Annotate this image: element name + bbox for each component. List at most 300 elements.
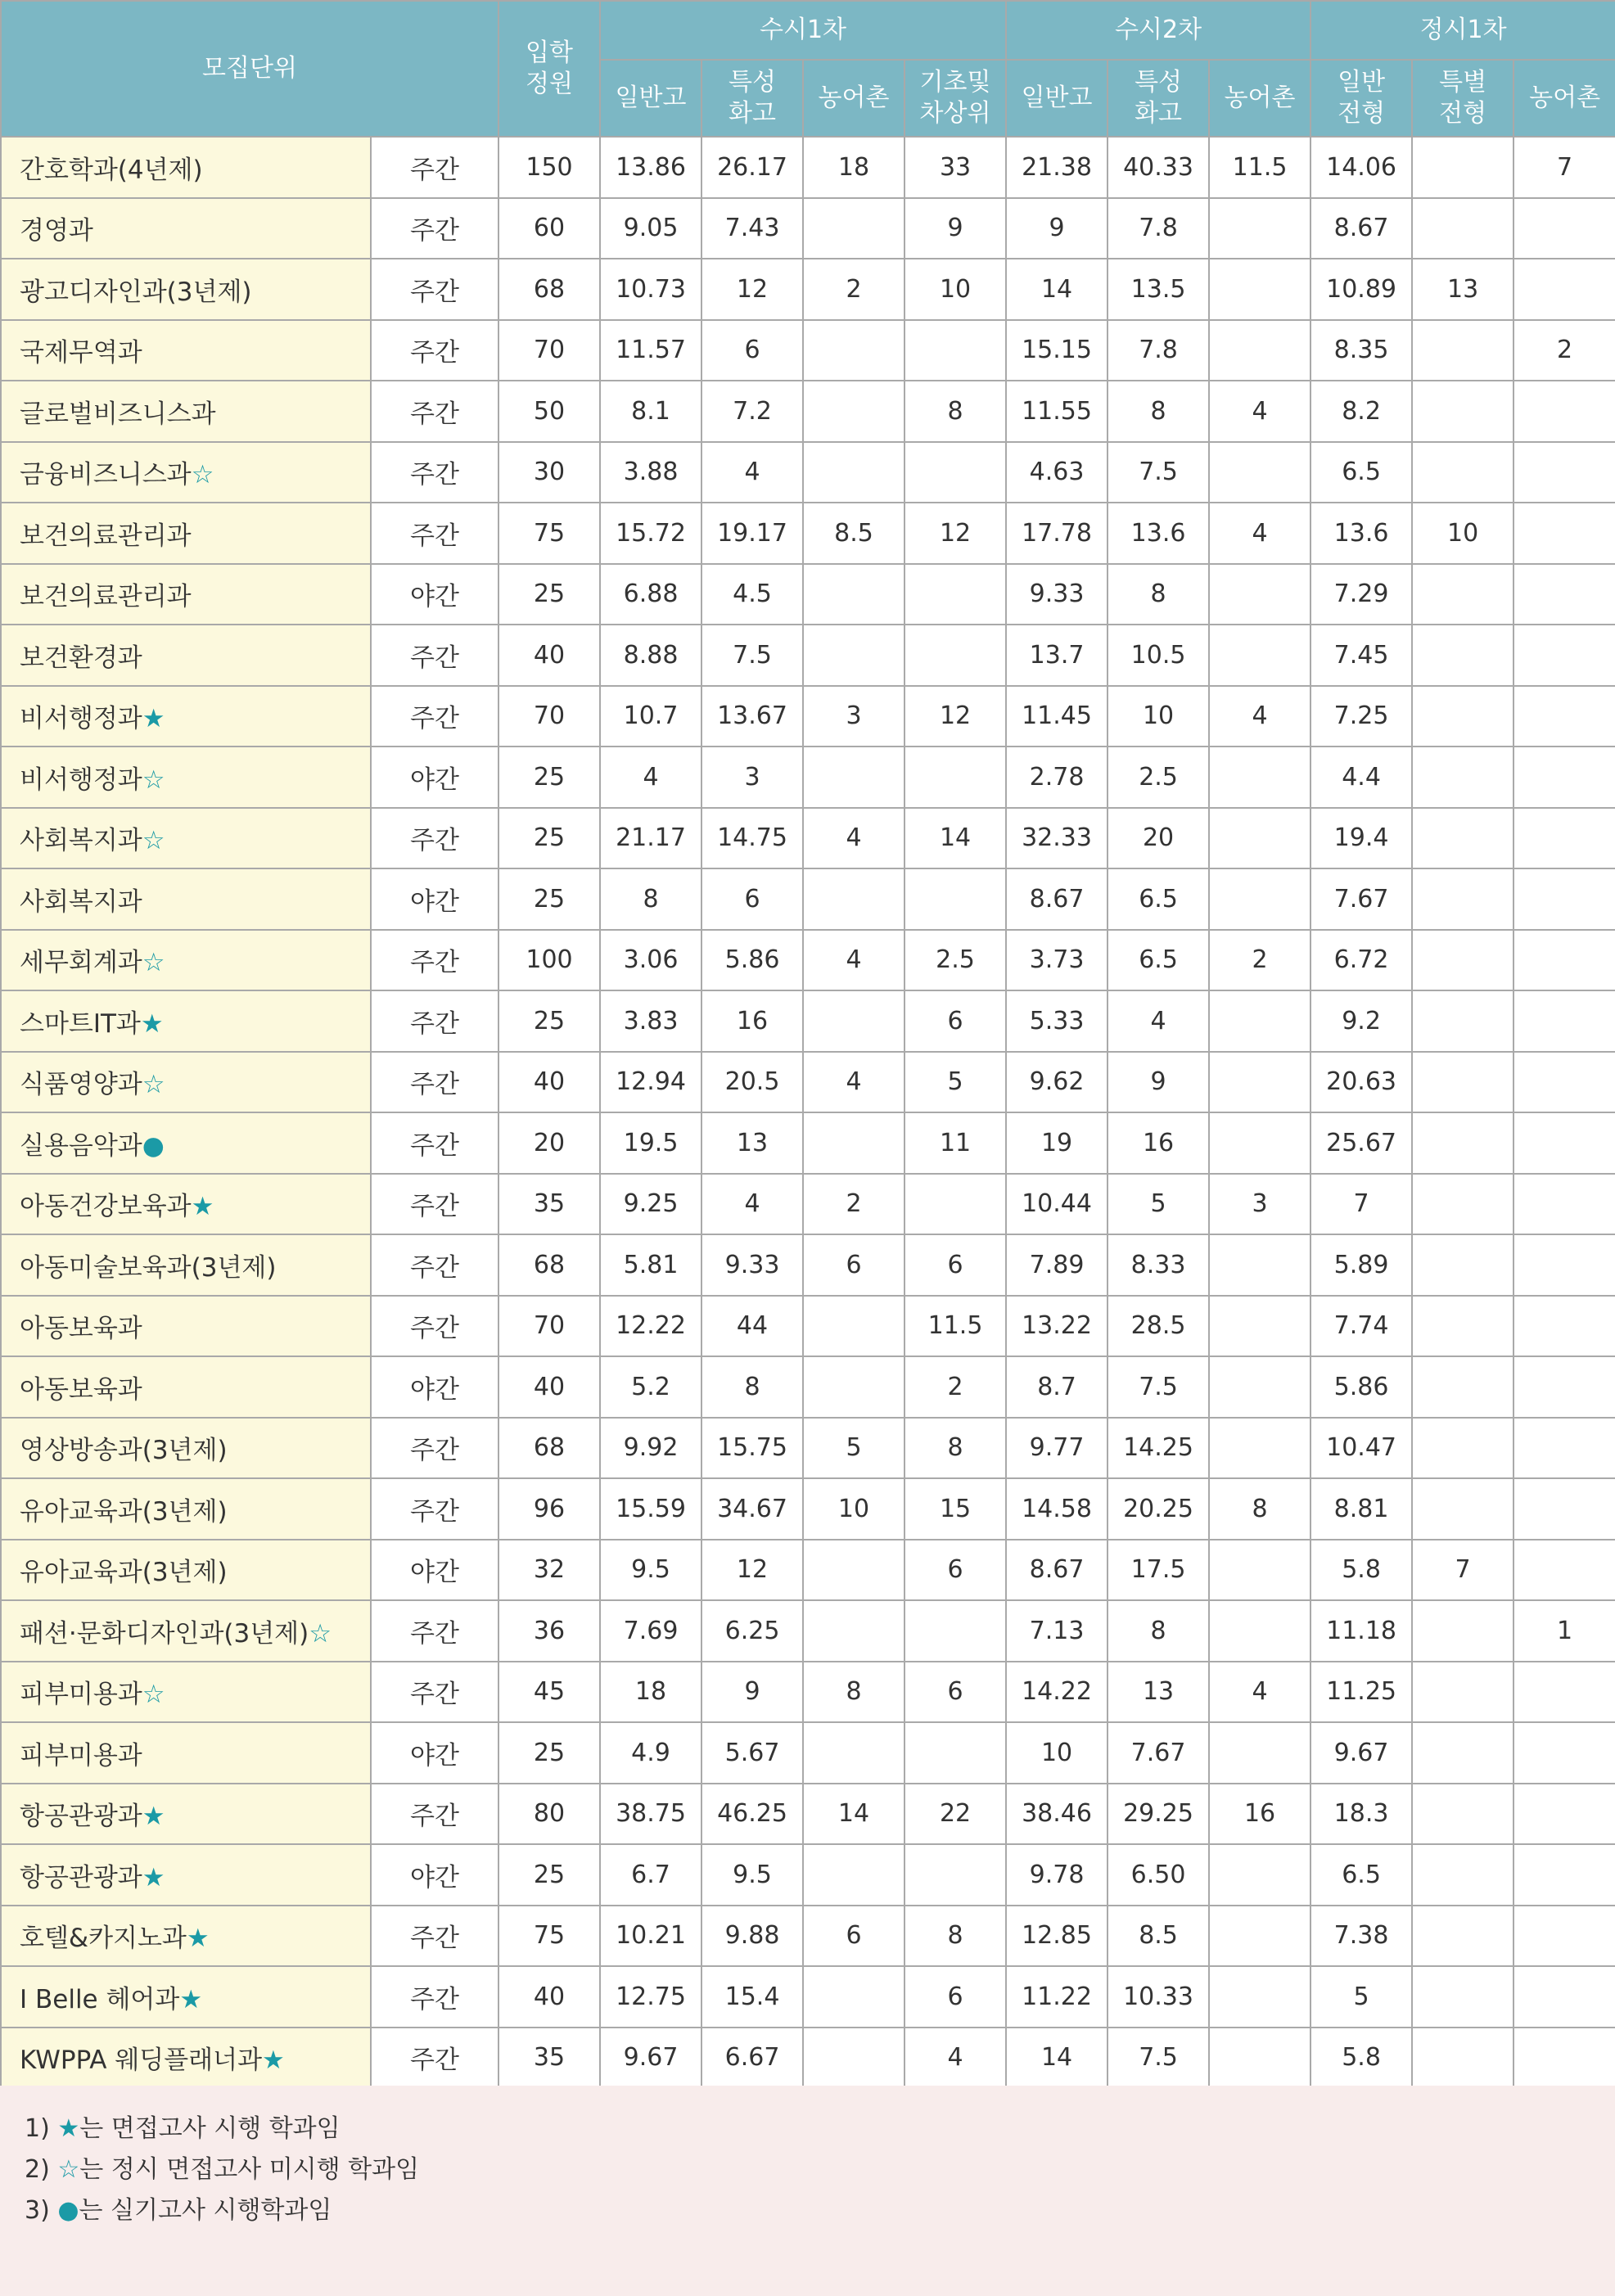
ratio-cell: 6 xyxy=(701,868,803,930)
ratio-cell: 5.67 xyxy=(701,1722,803,1784)
ratio-cell xyxy=(1513,1174,1615,1235)
recruit-unit-name: 피부미용과 xyxy=(20,1680,142,1710)
table-row xyxy=(1,442,1615,503)
recruit-unit-name: 식품영양과 xyxy=(20,1070,142,1100)
ratio-cell xyxy=(1209,1296,1310,1357)
quota-cell: 50 xyxy=(498,381,600,442)
ratio-cell: 4 xyxy=(701,442,803,503)
footnotes xyxy=(0,2086,1615,2296)
ratio-cell xyxy=(1412,198,1513,259)
ratio-cell xyxy=(1209,1418,1310,1479)
quota-cell: 68 xyxy=(498,1418,600,1479)
ratio-cell: 26.17 xyxy=(701,137,803,198)
header-col: 특성 화고 xyxy=(1107,60,1209,137)
ratio-cell: 11.22 xyxy=(1006,1966,1107,2028)
ratio-cell: 7.5 xyxy=(1107,1356,1209,1418)
recruit-unit-cell xyxy=(1,1112,371,1174)
footnote-number: 1) xyxy=(25,2114,58,2143)
shift-cell: 주간 xyxy=(371,1478,498,1540)
header-col: 특성 화고 xyxy=(701,60,803,137)
ratio-cell xyxy=(803,1600,904,1662)
recruit-unit-cell xyxy=(1,1540,371,1601)
ratio-cell: 8 xyxy=(904,1418,1006,1479)
ratio-cell: 19.4 xyxy=(1310,808,1412,869)
ratio-cell: 5.8 xyxy=(1310,1540,1412,1601)
table-row xyxy=(1,1112,1615,1174)
ratio-cell xyxy=(1513,1418,1615,1479)
ratio-cell: 8.33 xyxy=(1107,1234,1209,1296)
ratio-cell xyxy=(1513,808,1615,869)
ratio-cell: 13.22 xyxy=(1006,1296,1107,1357)
recruit-unit-name: 스마트IT과 xyxy=(20,1008,141,1039)
ratio-cell: 14.25 xyxy=(1107,1418,1209,1479)
ratio-cell: 11.25 xyxy=(1310,1662,1412,1723)
header-col: 농어촌 xyxy=(1513,60,1615,137)
ratio-cell: 21.38 xyxy=(1006,137,1107,198)
quota-cell: 45 xyxy=(498,1662,600,1723)
ratio-cell xyxy=(1412,1112,1513,1174)
table-row xyxy=(1,1722,1615,1784)
recruit-unit-cell xyxy=(1,990,371,1052)
ratio-cell: 6.67 xyxy=(701,2028,803,2089)
ratio-cell: 8.67 xyxy=(1006,868,1107,930)
quota-cell: 25 xyxy=(498,808,600,869)
ratio-cell xyxy=(1412,1234,1513,1296)
recruit-unit-name: 글로벌비즈니스과 xyxy=(20,399,216,429)
table-row xyxy=(1,1906,1615,1967)
ratio-cell xyxy=(1513,1234,1615,1296)
recruit-unit-cell xyxy=(1,259,371,320)
ratio-cell xyxy=(803,442,904,503)
ratio-cell xyxy=(1513,503,1615,564)
ratio-cell xyxy=(1513,1844,1615,1906)
ratio-cell: 8.35 xyxy=(1310,320,1412,381)
ratio-cell: 7.74 xyxy=(1310,1296,1412,1357)
ratio-cell xyxy=(803,1966,904,2028)
table-row xyxy=(1,198,1615,259)
ratio-cell: 7.5 xyxy=(701,625,803,686)
ratio-cell: 8.88 xyxy=(600,625,701,686)
ratio-cell: 9.2 xyxy=(1310,990,1412,1052)
ratio-cell: 19.5 xyxy=(600,1112,701,1174)
ratio-cell: 8.5 xyxy=(1107,1906,1209,1967)
ratio-cell: 12 xyxy=(904,503,1006,564)
quota-cell: 25 xyxy=(498,990,600,1052)
quota-cell: 70 xyxy=(498,686,600,747)
recruit-unit-mark-icon: ★ xyxy=(191,1192,214,1222)
ratio-cell: 10.73 xyxy=(600,259,701,320)
recruit-unit-name: 항공관광과 xyxy=(20,1862,142,1892)
ratio-cell xyxy=(1412,868,1513,930)
ratio-cell: 5 xyxy=(904,1052,1006,1113)
shift-cell: 주간 xyxy=(371,686,498,747)
quota-cell: 75 xyxy=(498,503,600,564)
ratio-cell: 7.13 xyxy=(1006,1600,1107,1662)
header-col: 농어촌 xyxy=(1209,60,1310,137)
ratio-cell: 2 xyxy=(803,259,904,320)
ratio-cell: 18 xyxy=(600,1662,701,1723)
quota-cell: 40 xyxy=(498,625,600,686)
ratio-cell: 18 xyxy=(803,137,904,198)
ratio-cell xyxy=(1209,808,1310,869)
ratio-cell: 5 xyxy=(1107,1174,1209,1235)
recruit-unit-name: I Belle 헤어과 xyxy=(20,1984,180,2014)
ratio-cell: 10 xyxy=(1107,686,1209,747)
ratio-cell: 11.5 xyxy=(904,1296,1006,1357)
ratio-cell xyxy=(1209,2028,1310,2089)
ratio-cell: 15.15 xyxy=(1006,320,1107,381)
ratio-cell xyxy=(904,1844,1006,1906)
recruit-unit-mark-icon: ☆ xyxy=(142,765,165,795)
header-col: 농어촌 xyxy=(803,60,904,137)
footnote-item xyxy=(25,2190,1615,2231)
recruit-unit-cell xyxy=(1,1234,371,1296)
ratio-cell xyxy=(803,320,904,381)
ratio-cell xyxy=(904,320,1006,381)
quota-cell: 36 xyxy=(498,1600,600,1662)
ratio-cell: 4 xyxy=(1209,686,1310,747)
ratio-cell xyxy=(1209,564,1310,625)
quota-cell: 25 xyxy=(498,1722,600,1784)
footnote-item xyxy=(25,2109,1615,2149)
ratio-cell xyxy=(1412,1906,1513,1967)
table-row xyxy=(1,1356,1615,1418)
ratio-cell xyxy=(904,1722,1006,1784)
ratio-cell: 8.7 xyxy=(1006,1356,1107,1418)
footnote-number: 2) xyxy=(25,2155,58,2184)
ratio-cell xyxy=(803,564,904,625)
recruit-unit-cell xyxy=(1,808,371,869)
recruit-unit-name: 아동미술보육과(3년제) xyxy=(20,1252,277,1283)
shift-cell: 주간 xyxy=(371,930,498,991)
ratio-cell: 14.75 xyxy=(701,808,803,869)
shift-cell: 주간 xyxy=(371,2028,498,2089)
ratio-cell: 9.5 xyxy=(600,1540,701,1601)
recruit-unit-cell xyxy=(1,1784,371,1845)
table-row xyxy=(1,868,1615,930)
ratio-cell: 5.86 xyxy=(701,930,803,991)
ratio-cell: 17.78 xyxy=(1006,503,1107,564)
ratio-cell xyxy=(1412,808,1513,869)
recruit-unit-cell xyxy=(1,320,371,381)
ratio-cell: 15.72 xyxy=(600,503,701,564)
ratio-cell: 6 xyxy=(904,1662,1006,1723)
ratio-cell xyxy=(1209,868,1310,930)
header-col: 일반 전형 xyxy=(1310,60,1412,137)
ratio-cell: 9.5 xyxy=(701,1844,803,1906)
ratio-cell xyxy=(1513,442,1615,503)
ratio-cell xyxy=(1209,1906,1310,1967)
recruit-unit-cell xyxy=(1,1906,371,1967)
ratio-cell: 10 xyxy=(1006,1722,1107,1784)
ratio-cell: 12.85 xyxy=(1006,1906,1107,1967)
ratio-cell: 6.88 xyxy=(600,564,701,625)
header-recruit-unit: 모집단위 xyxy=(1,1,498,137)
recruit-unit-cell xyxy=(1,442,371,503)
ratio-cell: 5 xyxy=(803,1418,904,1479)
ratio-cell: 10 xyxy=(1412,503,1513,564)
ratio-cell xyxy=(904,868,1006,930)
table-row xyxy=(1,1600,1615,1662)
ratio-cell xyxy=(1412,1784,1513,1845)
ratio-cell: 3 xyxy=(1209,1174,1310,1235)
ratio-cell xyxy=(1209,198,1310,259)
ratio-cell xyxy=(1513,990,1615,1052)
ratio-cell xyxy=(1513,2028,1615,2089)
ratio-cell xyxy=(904,625,1006,686)
ratio-cell xyxy=(1513,686,1615,747)
ratio-cell: 5.89 xyxy=(1310,1234,1412,1296)
shift-cell: 야간 xyxy=(371,868,498,930)
ratio-cell: 15 xyxy=(904,1478,1006,1540)
ratio-cell: 16 xyxy=(1209,1784,1310,1845)
ratio-cell: 6.7 xyxy=(600,1844,701,1906)
recruit-unit-cell xyxy=(1,1662,371,1723)
shift-cell: 주간 xyxy=(371,1052,498,1113)
ratio-cell: 8.2 xyxy=(1310,381,1412,442)
ratio-cell: 28.5 xyxy=(1107,1296,1209,1357)
footnote-number: 3) xyxy=(25,2196,58,2225)
recruit-unit-name: 국제무역과 xyxy=(20,338,142,368)
ratio-cell: 8.5 xyxy=(803,503,904,564)
ratio-cell: 44 xyxy=(701,1296,803,1357)
recruit-unit-name: 항공관광과 xyxy=(20,1802,142,1832)
ratio-cell: 10 xyxy=(803,1478,904,1540)
ratio-cell: 40.33 xyxy=(1107,137,1209,198)
ratio-cell: 9 xyxy=(701,1662,803,1723)
table-row xyxy=(1,990,1615,1052)
ratio-cell: 2 xyxy=(1513,320,1615,381)
ratio-cell xyxy=(1209,1540,1310,1601)
table-row xyxy=(1,564,1615,625)
recruit-unit-cell xyxy=(1,1966,371,2028)
header-col: 특별 전형 xyxy=(1412,60,1513,137)
ratio-cell: 6.5 xyxy=(1310,442,1412,503)
ratio-cell: 7 xyxy=(1513,137,1615,198)
recruit-unit-name: 아동보육과 xyxy=(20,1314,142,1344)
ratio-cell: 8 xyxy=(1107,381,1209,442)
table-row xyxy=(1,930,1615,991)
shift-cell: 주간 xyxy=(371,1418,498,1479)
ratio-cell xyxy=(1412,1052,1513,1113)
ratio-cell xyxy=(803,747,904,808)
ratio-cell: 6.50 xyxy=(1107,1844,1209,1906)
shift-cell: 주간 xyxy=(371,990,498,1052)
footnote-item xyxy=(25,2149,1615,2190)
table-row xyxy=(1,1844,1615,1906)
ratio-cell: 22 xyxy=(904,1784,1006,1845)
ratio-cell: 10.21 xyxy=(600,1906,701,1967)
shift-cell: 주간 xyxy=(371,1174,498,1235)
shift-cell: 주간 xyxy=(371,1234,498,1296)
ratio-cell xyxy=(803,1540,904,1601)
ratio-cell: 11.57 xyxy=(600,320,701,381)
ratio-cell: 14 xyxy=(1006,259,1107,320)
ratio-cell: 7.89 xyxy=(1006,1234,1107,1296)
recruit-unit-cell xyxy=(1,868,371,930)
recruit-unit-cell xyxy=(1,1296,371,1357)
ratio-cell: 8 xyxy=(1209,1478,1310,1540)
ratio-cell xyxy=(1209,747,1310,808)
quota-cell: 40 xyxy=(498,1052,600,1113)
recruit-unit-name: 비서행정과 xyxy=(20,704,142,734)
ratio-cell: 9 xyxy=(1107,1052,1209,1113)
ratio-cell: 3 xyxy=(701,747,803,808)
ratio-cell: 5 xyxy=(1310,1966,1412,2028)
ratio-cell: 15.4 xyxy=(701,1966,803,2028)
ratio-cell xyxy=(1412,1418,1513,1479)
ratio-cell: 11.5 xyxy=(1209,137,1310,198)
recruit-unit-name: 금융비즈니스과 xyxy=(20,460,192,490)
quota-cell: 70 xyxy=(498,320,600,381)
ratio-cell: 9.77 xyxy=(1006,1418,1107,1479)
ratio-cell: 11 xyxy=(904,1112,1006,1174)
shift-cell: 주간 xyxy=(371,625,498,686)
table-row xyxy=(1,503,1615,564)
ratio-cell: 3 xyxy=(803,686,904,747)
ratio-cell: 32.33 xyxy=(1006,808,1107,869)
ratio-cell: 4 xyxy=(803,808,904,869)
shift-cell: 야간 xyxy=(371,564,498,625)
ratio-cell: 9.05 xyxy=(600,198,701,259)
ratio-cell xyxy=(1513,1112,1615,1174)
ratio-cell: 8 xyxy=(904,1906,1006,1967)
ratio-cell: 9.25 xyxy=(600,1174,701,1235)
ratio-cell: 7.8 xyxy=(1107,198,1209,259)
ratio-cell xyxy=(1513,1356,1615,1418)
quota-cell: 25 xyxy=(498,1844,600,1906)
ratio-cell: 13 xyxy=(1107,1662,1209,1723)
ratio-cell xyxy=(1513,1906,1615,1967)
recruit-unit-cell xyxy=(1,930,371,991)
ratio-cell xyxy=(803,1112,904,1174)
recruit-unit-cell xyxy=(1,747,371,808)
ratio-cell xyxy=(904,564,1006,625)
ratio-cell: 8 xyxy=(1107,1600,1209,1662)
ratio-cell: 38.46 xyxy=(1006,1784,1107,1845)
table-row xyxy=(1,137,1615,198)
recruit-unit-cell xyxy=(1,625,371,686)
ratio-cell: 7 xyxy=(1310,1174,1412,1235)
recruit-unit-name: 경영과 xyxy=(20,216,93,246)
ratio-cell: 5.33 xyxy=(1006,990,1107,1052)
quota-cell: 25 xyxy=(498,747,600,808)
ratio-cell xyxy=(1513,1966,1615,2028)
ratio-cell xyxy=(1412,1478,1513,1540)
ratio-cell: 10.5 xyxy=(1107,625,1209,686)
ratio-cell: 19 xyxy=(1006,1112,1107,1174)
shift-cell: 야간 xyxy=(371,1844,498,1906)
recruit-unit-cell xyxy=(1,2028,371,2089)
quota-cell: 60 xyxy=(498,198,600,259)
recruit-unit-name: 영상방송과(3년제) xyxy=(20,1436,228,1466)
ratio-cell xyxy=(1412,930,1513,991)
ratio-cell: 2 xyxy=(1209,930,1310,991)
ratio-cell: 20 xyxy=(1107,808,1209,869)
shift-cell: 주간 xyxy=(371,1906,498,1967)
ratio-cell: 21.17 xyxy=(600,808,701,869)
quota-cell: 20 xyxy=(498,1112,600,1174)
ratio-cell xyxy=(1412,442,1513,503)
ratio-cell: 7.29 xyxy=(1310,564,1412,625)
ratio-cell xyxy=(803,198,904,259)
quota-cell: 68 xyxy=(498,1234,600,1296)
ratio-cell: 4 xyxy=(803,930,904,991)
header-col: 일반고 xyxy=(1006,60,1107,137)
table-row xyxy=(1,1478,1615,1540)
recruit-unit-name: 세무회계과 xyxy=(20,948,142,978)
quota-cell: 80 xyxy=(498,1784,600,1845)
table-row xyxy=(1,2028,1615,2089)
ratio-cell: 12.94 xyxy=(600,1052,701,1113)
recruit-unit-name: 보건의료관리과 xyxy=(20,521,192,551)
footnote-mark-icon: ★ xyxy=(57,2114,80,2143)
ratio-cell xyxy=(1209,1356,1310,1418)
ratio-cell: 7.25 xyxy=(1310,686,1412,747)
recruit-unit-mark-icon: ☆ xyxy=(142,826,165,856)
shift-cell: 야간 xyxy=(371,747,498,808)
ratio-cell: 9 xyxy=(904,198,1006,259)
ratio-cell: 6.5 xyxy=(1310,1844,1412,1906)
ratio-cell: 8.81 xyxy=(1310,1478,1412,1540)
ratio-cell: 7.5 xyxy=(1107,2028,1209,2089)
ratio-cell xyxy=(904,1174,1006,1235)
recruit-unit-cell xyxy=(1,1174,371,1235)
ratio-cell xyxy=(1209,625,1310,686)
ratio-cell: 4 xyxy=(803,1052,904,1113)
ratio-cell xyxy=(803,868,904,930)
table-row xyxy=(1,1540,1615,1601)
ratio-cell: 18.3 xyxy=(1310,1784,1412,1845)
quota-cell: 40 xyxy=(498,1356,600,1418)
table-row xyxy=(1,1784,1615,1845)
recruit-unit-mark-icon: ☆ xyxy=(142,948,165,978)
header-group-susi2: 수시2차 xyxy=(1006,1,1310,60)
table-row xyxy=(1,320,1615,381)
ratio-cell: 8.67 xyxy=(1310,198,1412,259)
ratio-cell: 2 xyxy=(904,1356,1006,1418)
ratio-cell: 4.9 xyxy=(600,1722,701,1784)
ratio-cell: 6 xyxy=(803,1906,904,1967)
recruit-unit-name: 호텔&카지노과 xyxy=(20,1924,187,1954)
table-body xyxy=(1,137,1615,2088)
ratio-cell: 13.5 xyxy=(1107,259,1209,320)
recruit-unit-name: 광고디자인과(3년제) xyxy=(20,277,252,307)
footnote-mark-icon: ● xyxy=(57,2196,79,2225)
ratio-cell: 29.25 xyxy=(1107,1784,1209,1845)
recruit-unit-cell xyxy=(1,137,371,198)
recruit-unit-name: 피부미용과 xyxy=(20,1740,142,1770)
ratio-cell: 3.83 xyxy=(600,990,701,1052)
ratio-cell: 6 xyxy=(904,1966,1006,2028)
shift-cell: 주간 xyxy=(371,259,498,320)
table-row xyxy=(1,381,1615,442)
ratio-cell: 20.5 xyxy=(701,1052,803,1113)
table-row xyxy=(1,686,1615,747)
ratio-cell: 4 xyxy=(904,2028,1006,2089)
ratio-cell xyxy=(1209,1844,1310,1906)
recruit-unit-cell xyxy=(1,1722,371,1784)
ratio-cell: 9.67 xyxy=(600,2028,701,2089)
ratio-cell: 7.45 xyxy=(1310,625,1412,686)
table-row xyxy=(1,747,1615,808)
ratio-cell: 8 xyxy=(803,1662,904,1723)
table-row xyxy=(1,1296,1615,1357)
recruit-unit-cell xyxy=(1,198,371,259)
ratio-cell xyxy=(1412,1600,1513,1662)
recruit-unit-cell xyxy=(1,503,371,564)
ratio-cell xyxy=(803,1844,904,1906)
